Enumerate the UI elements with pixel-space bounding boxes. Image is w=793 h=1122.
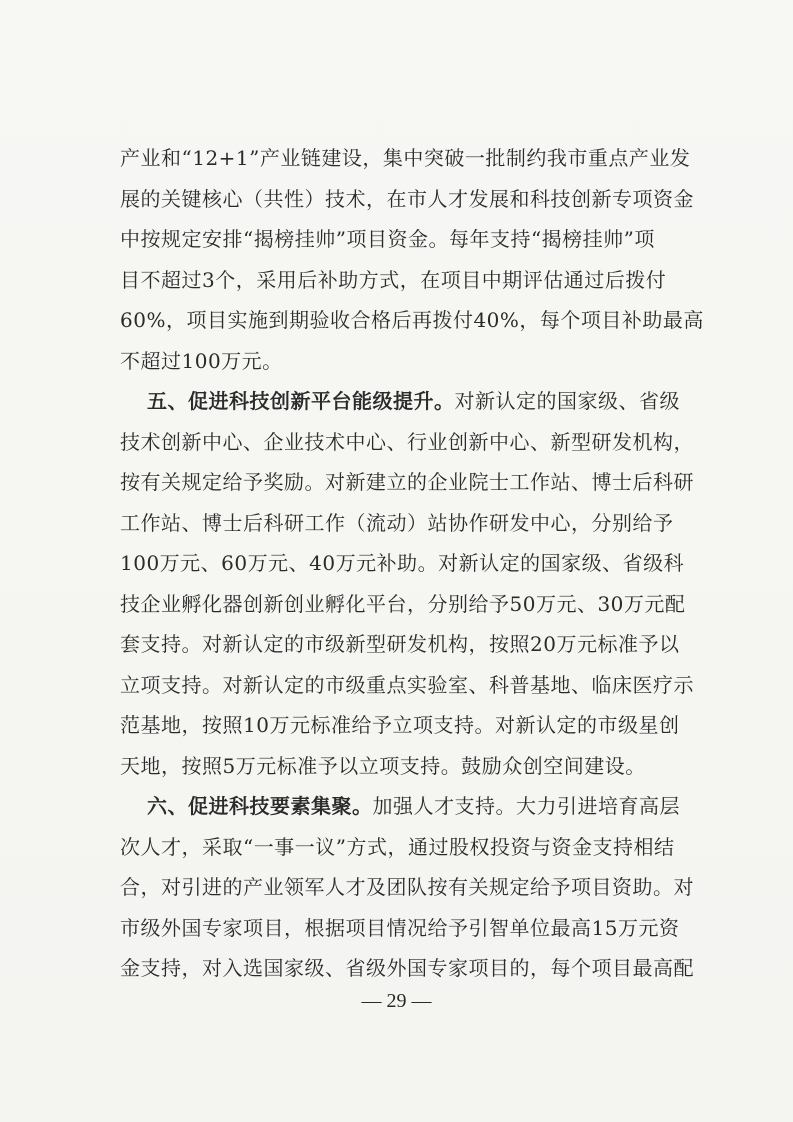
text-line: 技企业孵化器创新创业孵化平台，分别给予50万元、30万元配 xyxy=(120,591,686,616)
text-line: 合，对引进的产业领军人才及团队按有关规定给予项目资助。对 xyxy=(120,875,694,899)
text-line: 技术创新中心、企业技术中心、行业创新中心、新型研发机构， xyxy=(120,429,694,454)
text-line: 立项支持。对新认定的市级重点实验室、科普基地、临床医疗示 xyxy=(120,672,694,697)
page-number: — 29 — xyxy=(361,990,432,1012)
text-line: 套支持。对新认定的市级新型研发机构，按照20万元标准予以 xyxy=(120,632,680,656)
section-heading-line: 五、促进科技创新平台能级提升。对新认定的国家级、省级 xyxy=(147,389,680,413)
text-line: 按有关规定给予奖励。对新建立的企业院士工作站、博士后科研 xyxy=(120,470,694,494)
text-line: 60%，项目实施到期验收合格后再拨付40%，每个项目补助最高 xyxy=(120,308,704,332)
text-line: 100万元、60万元、40万元补助。对新认定的国家级、省级科 xyxy=(120,551,685,575)
text-line: 展的关键核心（共性）技术，在市人才发展和科技创新专项资金 xyxy=(120,186,694,211)
text-line: 范基地，按照10万元标准给予立项支持。对新认定的市级星创 xyxy=(120,713,680,737)
text-line: 天地，按照5万元标准予以立项支持。鼓励众创空间建设。 xyxy=(120,753,646,778)
section-heading-6: 六、促进科技要素集聚。 xyxy=(147,794,373,818)
section-heading-line: 六、促进科技要素集聚。加强人才支持。大力引进培育高层 xyxy=(147,794,680,818)
document-body xyxy=(120,138,704,989)
text-line: 目不超过3个，采用后补助方式，在项目中期评估通过后拨付 xyxy=(120,267,667,292)
text-line: 次人才，采取“一事一议”方式，通过股权投资与资金支持相结 xyxy=(120,834,675,859)
text-line: 金支持，对入选国家级、省级外国专家项目的，每个项目最高配 xyxy=(120,956,694,980)
text-line: 中按规定安排“揭榜挂帅”项目资金。每年支持“揭榜挂帅”项 xyxy=(120,227,655,251)
section-heading-5: 五、促进科技创新平台能级提升。 xyxy=(147,389,455,413)
text-line: 不超过100万元。 xyxy=(120,348,283,373)
text-line: 产业和“12+1”产业链建设，集中突破一批制约我市重点产业发 xyxy=(120,146,691,170)
text-line: 工作站、博士后科研工作（流动）站协作研发中心，分别给予 xyxy=(120,510,674,535)
text-line: 市级外国专家项目，根据项目情况给予引智单位最高15万元资 xyxy=(120,915,680,940)
